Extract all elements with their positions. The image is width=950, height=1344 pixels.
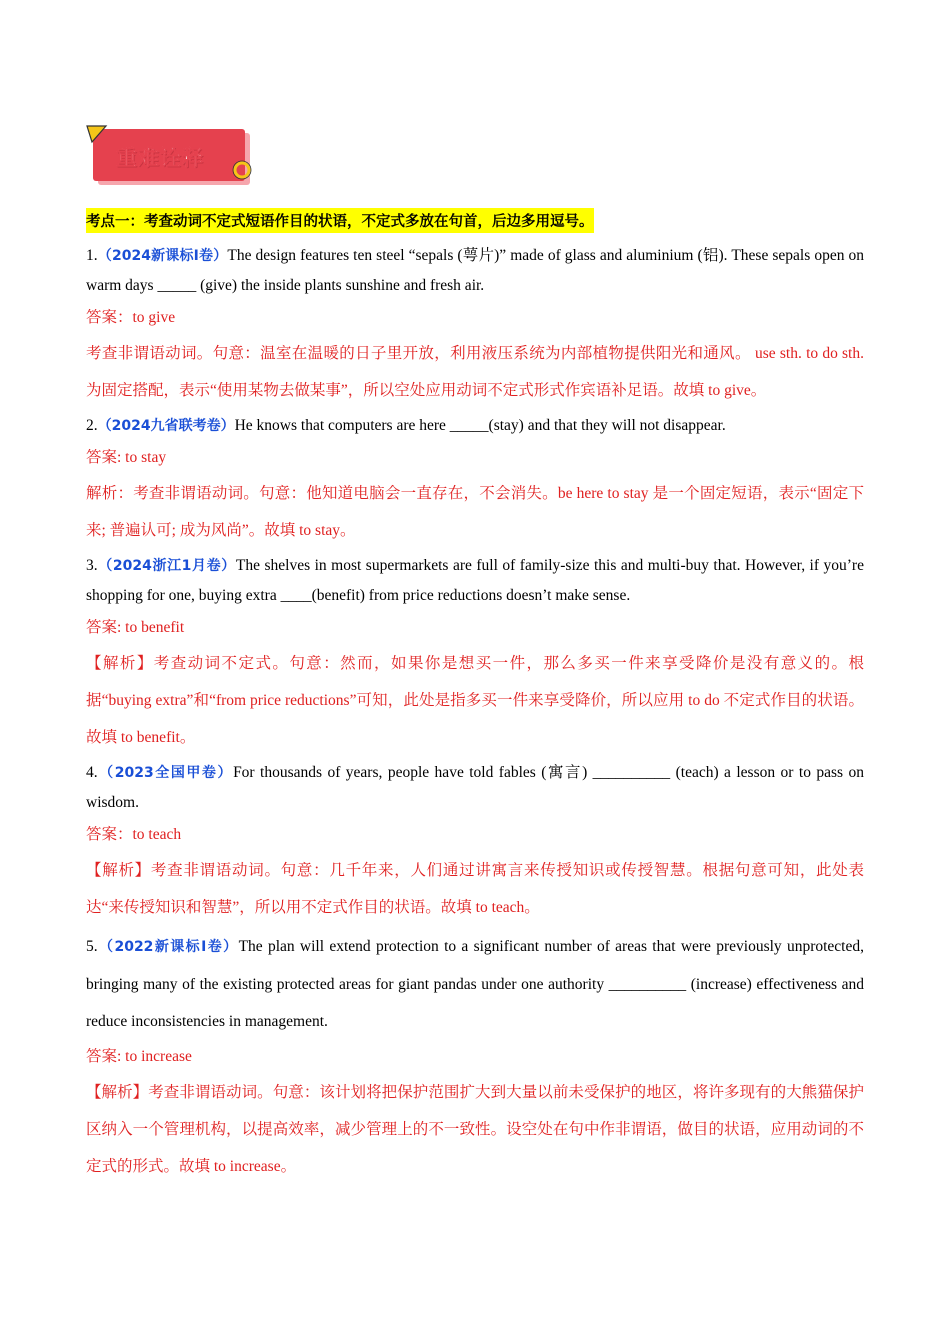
question-4 (86, 758, 864, 818)
kaodian-heading: 考点一：考查动词不定式短语作目的状语，不定式多放在句首，后边多用逗号。 (86, 208, 594, 233)
question-number: 5. (86, 938, 98, 955)
question-source: （2024浙江1月卷） (97, 558, 236, 574)
question-text: For thousands of years, people have told fables (寓言) __________ (teach) a lesson or to pass on wisdom. (86, 764, 865, 811)
answer-1: 答案：to give (86, 309, 176, 326)
explanation-4: 【解析】考查非谓语动词。句意：几千年来，人们通过讲寓言来传授知识或传授智慧。根据句意可知，此处表达“来传授知识和智慧”，所以用不定式作目的状语。故填 to teach。 (86, 862, 864, 916)
question-source: （2022新课标I卷） (97, 939, 239, 955)
answer-4: 答案：to teach (86, 826, 182, 843)
question-text: The design features ten steel “sepals (萼片)” made of glass and aluminium (铝). These sepals open on warm days _____ (give) the inside plants sunshine and fresh air. (86, 247, 864, 294)
question-text: He knows that computers are here _____(stay) and that they will not disappear. (234, 417, 726, 434)
question-source: （2023全国甲卷） (97, 765, 234, 781)
explanation-3: 【解析】考查动词不定式。句意：然而，如果你是想买一件，那么多买一件来享受降价是没有意义的。根据“buying extra”和“from price reductions”可知，此处是指多买一件来享受降价，所以应用 to do 不定式作目的状语。故填 to benefit。 (86, 655, 864, 746)
answer-5: 答案: to increase (86, 1048, 192, 1065)
question-1 (86, 241, 864, 301)
question-text: The shelves in most supermarkets are full of family-size this and multi-buy that. However, if you’re shopping for one, buying extra ____(benefit) from price reductions doesn’t make sense. (86, 557, 864, 604)
main-content (86, 208, 864, 1185)
question-3 (86, 551, 864, 611)
question-2 (86, 411, 864, 441)
explanation-2: 解析：考查非谓语动词。句意：他知道电脑会一直存在，不会消失。be here to stay 是一个固定短语，表示“固定下来; 普遍认可; 成为风尚”。故填 to stay。 (86, 485, 864, 539)
explanation-5: 【解析】考查非谓语动词。句意：该计划将把保护范围扩大到大量以前未受保护的地区，将许多现有的大熊猫保护区纳入一个管理机构，以提高效率，减少管理上的不一致性。设空处在句中作非谓语，做目的状语，应用动词的不定式的形式。故填 to increase。 (86, 1084, 864, 1175)
question-5 (86, 928, 864, 1040)
question-number: 2. (86, 417, 98, 434)
question-source: （2024九省联考卷） (97, 418, 235, 434)
badge-title: 重难诠释 (116, 146, 204, 170)
section-badge (86, 124, 258, 190)
question-source: （2024新课标I卷） (97, 248, 228, 264)
answer-2: 答案: to stay (86, 449, 167, 466)
question-number: 4. (86, 764, 98, 781)
question-number: 1. (86, 247, 98, 264)
question-number: 3. (86, 557, 98, 574)
question-text: The plan will extend protection to a significant number of areas that were previously unprotected, bringing many of the existing protected areas for giant pandas under one authority __________ (increase) effectiveness and reduce inconsistencies in management. (86, 938, 864, 1030)
explanation-1: 考查非谓语动词。句意：温室在温暖的日子里开放，利用液压系统为内部植物提供阳光和通风。 use sth. to do sth.为固定搭配，表示“使用某物去做某事”，所以空处应用动词不定式形式作宾语补足语。故填 to give。 (86, 345, 864, 399)
answer-3: 答案: to benefit (86, 619, 185, 636)
